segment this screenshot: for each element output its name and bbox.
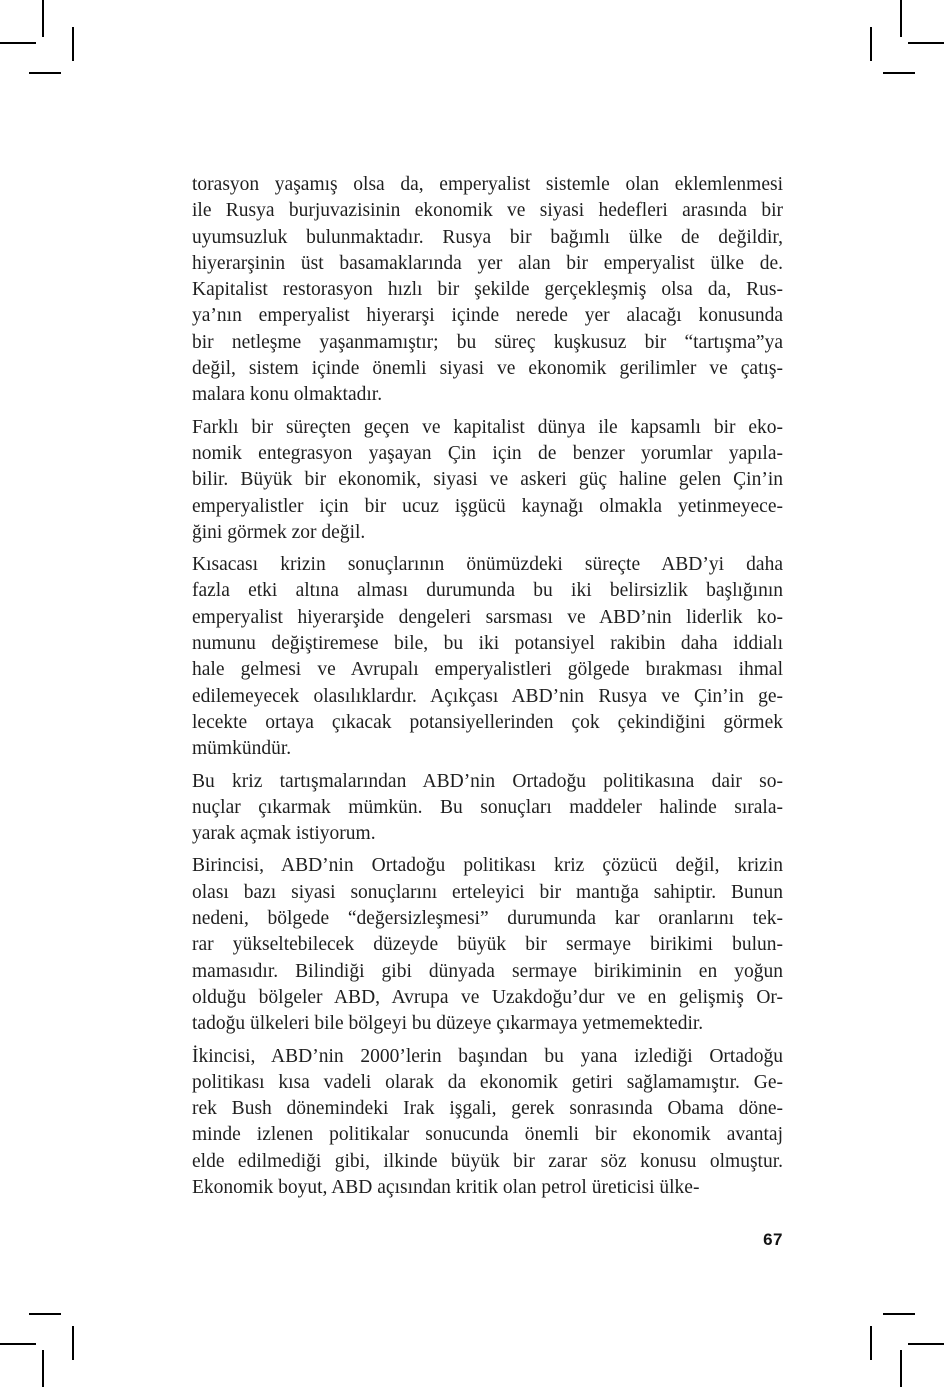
- text-line: ya’nın emperyalist hiyerarşi içinde nerede yer alacağı konusunda: [192, 305, 783, 327]
- text-line: Ekonomik boyut, ABD açısından kritik olan petrol üreticisi ülke-: [192, 1176, 700, 1198]
- crop-mark: [900, 1350, 902, 1387]
- text-line: fazla etki altına alması durumunda bu iki belirsizlik başlığının: [192, 580, 783, 602]
- text-line: yarak açmak istiyorum.: [192, 823, 376, 845]
- crop-mark: [883, 72, 915, 74]
- crop-mark: [42, 1350, 44, 1387]
- crop-mark: [908, 1343, 944, 1345]
- paragraph: [192, 1044, 783, 1202]
- text-line: edilemeyecek olasılıklardır. Açıkçası ABD’nin Rusya ve Çin’in ge-: [192, 685, 783, 707]
- text-block: [192, 172, 783, 1207]
- text-line: emperyalist hiyerarşide dengeleri sarsması ve ABD’nin liderlik ko-: [192, 606, 783, 628]
- text-line: nomik entegrasyon yaşayan Çin için de benzer yorumlar yapıla-: [192, 442, 783, 464]
- text-line: hiyerarşinin üst basamaklarında yer alan bir emperyalist ülke de.: [192, 252, 783, 274]
- text-line: nuçlar çıkarmak mümkün. Bu sonuçları maddeler halinde sırala-: [192, 796, 783, 818]
- crop-mark: [72, 27, 74, 61]
- text-line: rar yükseltebilecek düzeyde büyük bir sermaye birikimi bulun-: [192, 934, 783, 956]
- text-line: malara konu olmaktadır.: [192, 384, 383, 406]
- paragraph: [192, 853, 783, 1037]
- text-line: ile Rusya burjuvazisinin ekonomik ve siyasi hedefleri arasında bir: [192, 200, 783, 222]
- text-line: hale gelmesi ve Avrupalı emperyalistleri gölgede bırakması ihmal: [192, 659, 783, 681]
- crop-mark: [870, 27, 872, 61]
- crop-mark: [29, 1313, 61, 1315]
- text-line: rek Bush dönemindeki Irak işgali, gerek sonrasında Obama döne-: [192, 1098, 783, 1120]
- page-number: 67: [763, 1230, 783, 1249]
- paragraph: [192, 415, 783, 546]
- crop-mark: [0, 42, 36, 44]
- text-line: torasyon yaşamış olsa da, emperyalist sistemle olan eklemlenmesi: [192, 174, 783, 195]
- text-line: Farklı bir süreçten geçen ve kapitalist dünya ile kapsamlı bir eko-: [192, 416, 783, 438]
- text-line: değil, sistem içinde önemli siyasi ve ekonomik gerilimler ve çatış-: [192, 358, 783, 380]
- text-line: olduğu bölgeler ABD, Avrupa ve Uzakdoğu’dur ve en gelişmiş Or-: [192, 986, 783, 1008]
- text-line: mümkündür.: [192, 738, 292, 760]
- text-line: emperyalistler için bir ucuz işgücü kaynağı olmakla yetinmeyece-: [192, 495, 783, 517]
- crop-mark: [72, 1326, 74, 1360]
- crop-mark: [900, 0, 902, 37]
- text-line: bir netleşme yaşanmamıştır; bu süreç kuşkusuz bir “tartışma”ya: [192, 331, 783, 353]
- text-line: nedeni, bölgede “değersizleşmesi” durumunda kar oranlarını tek-: [192, 908, 783, 930]
- text-line: tadoğu ülkeleri bile bölgeyi bu düzeye çıkarmaya yetmemektedir.: [192, 1013, 704, 1035]
- crop-mark: [29, 72, 61, 74]
- text-line: Kısacası krizin sonuçlarının önümüzdeki süreçte ABD’yi daha: [192, 554, 783, 576]
- text-line: Kapitalist restorasyon hızlı bir şekilde gerçekleşmiş olsa da, Rus-: [192, 279, 783, 301]
- crop-mark: [908, 42, 944, 44]
- text-line: lecekte ortaya çıkacak potansiyellerinden çok çekindiğini görmek: [192, 711, 783, 733]
- crop-mark: [0, 1343, 36, 1345]
- crop-mark: [883, 1313, 915, 1315]
- text-line: Birincisi, ABD’nin Ortadoğu politikası kriz çözücü değil, krizin: [192, 855, 783, 877]
- text-line: mamasıdır. Bilindiği gibi dünyada sermaye birikiminin en yoğun: [192, 960, 783, 982]
- text-line: politikası kısa vadeli olarak da ekonomik getiri sağlamamıştır. Ge-: [192, 1071, 783, 1093]
- text-line: uyumsuzluk bulunmaktadır. Rusya bir bağımlı ülke de değildir,: [192, 226, 783, 248]
- text-line: İkincisi, ABD’nin 2000’lerin başından bu yana izlediği Ortadoğu: [192, 1045, 783, 1067]
- text-line: minde izlenen politikalar sonucunda önemli bir ekonomik avantaj: [192, 1124, 783, 1146]
- paragraph: [192, 769, 783, 848]
- crop-mark: [870, 1326, 872, 1360]
- text-line: bilir. Büyük bir ekonomik, siyasi ve askeri güç haline gelen Çin’in: [192, 469, 783, 491]
- text-line: olası bazı siyasi sonuçlarını erteleyici bir mantığa sahiptir. Bunun: [192, 881, 783, 903]
- paragraph: [192, 172, 783, 409]
- text-line: Bu kriz tartışmalarından ABD’nin Ortadoğu politikasına dair so-: [192, 770, 783, 792]
- text-line: ğini görmek zor değil.: [192, 521, 366, 543]
- text-line: elde edilmediği gibi, ilkinde büyük bir zarar söz konusu olmuştur.: [192, 1150, 783, 1172]
- paragraph: [192, 552, 783, 762]
- crop-mark: [42, 0, 44, 37]
- text-line: numunu değiştiremese bile, bu iki potansiyel rakibin daha iddialı: [192, 633, 783, 655]
